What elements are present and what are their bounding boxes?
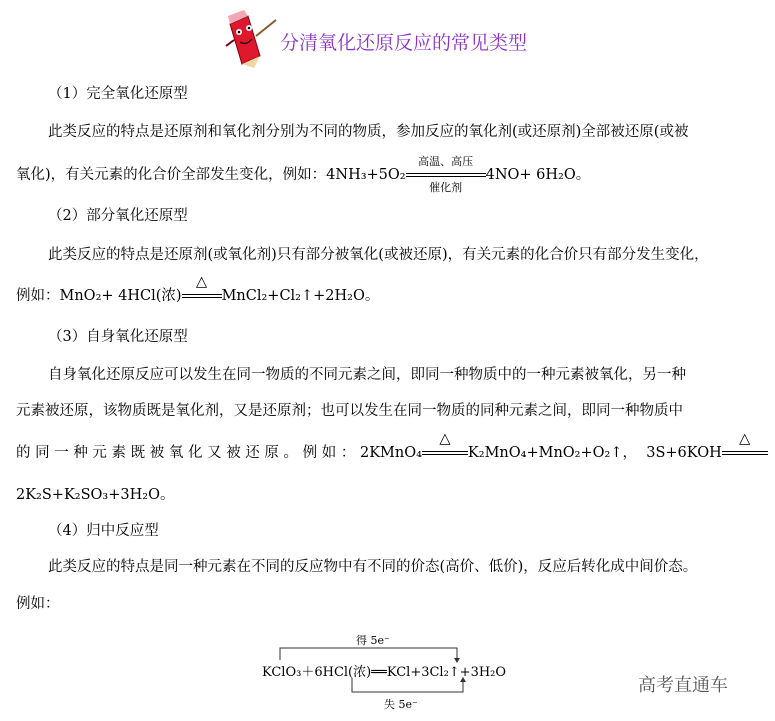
section-1-line-1: 此类反应的特点是还原剂和氧化剂分别为不同的物质，参加反应的氧化剂(或还原剂)全部被还原(或被	[48, 124, 689, 140]
equation-3-right: K₂MnO₄+MnO₂+O₂↑	[467, 445, 623, 461]
section-1-heading: （1）完全氧化还原型	[48, 86, 188, 102]
equation-4-left: 3S+6KOH	[646, 445, 722, 461]
section-3-line-1: 自身氧化还原反应可以发生在同一物质的不同元素之间，即同一种物质中的一种元素被氧化，另一种	[48, 367, 686, 383]
section-1-line-2	[16, 155, 591, 194]
equation-4-arrow	[722, 431, 768, 455]
watermark: 高考直通车	[638, 675, 728, 696]
equation-4-condition: △	[739, 431, 751, 447]
section-4-line-2: 例如：	[16, 596, 60, 612]
section-2-line-2	[16, 274, 380, 306]
equation-1-condition-above: 高温、高压	[418, 155, 474, 168]
section-1-text: 氧化)，有关元素的化合价全部发生变化，例如：	[16, 167, 327, 183]
equation-1-right: 4NO+ 6H₂O。	[485, 167, 591, 183]
section-2-line-1: 此类反应的特点是还原剂(或氧化剂)只有部分被氧化(或被还原)，有关元素的化合价只有部分发生变化，	[48, 247, 709, 263]
comproportionation-equation: KClO₃＋6HCl(浓)══KCl+3Cl₂↑+3H₂O	[262, 665, 507, 680]
section-3-line-3	[16, 431, 768, 463]
equation-3-left: 2KMnO₄	[359, 445, 422, 461]
section-3-text: 的 同 一 种 元 素 既 被 氧 化 又 被 还 原 。 例 如 ：	[16, 445, 356, 461]
page-title: 分清氧化还原反应的常见类型	[280, 32, 528, 54]
equation-3-condition: △	[439, 431, 451, 447]
section-3-line-4: 2K₂S+K₂SO₃+3H₂O。	[16, 487, 175, 503]
section-2-text: 例如：	[16, 288, 60, 304]
equation-2-condition: △	[195, 274, 208, 290]
equation-1-condition-below: 催化剂	[429, 181, 463, 194]
equation-2-right: MnCl₂+Cl₂↑+2H₂O。	[221, 288, 380, 304]
equation-3-arrow	[422, 431, 468, 455]
electron-transfer-diagram	[262, 632, 562, 714]
section-3-heading: （3）自身氧化还原型	[48, 329, 188, 345]
equation-1-left: 4NH₃+5O₂	[326, 167, 406, 183]
section-4-line-1: 此类反应的特点是同一种元素在不同的反应物中有不同的价态(高价、低价)，反应后转化成中间价态。	[48, 559, 698, 575]
gain-electrons-label: 得 5e⁻	[356, 634, 390, 647]
equation-2-left: MnO₂+ 4HCl(浓)	[59, 288, 182, 304]
equation-2-arrow	[182, 274, 222, 298]
pencil-mascot-icon	[222, 10, 278, 70]
equation-separator: ，	[622, 445, 637, 461]
section-3-line-2: 元素被还原，该物质既是氧化剂，又是还原剂；也可以发生在同一物质的同种元素之间，即同一种物质中	[16, 403, 683, 419]
lose-electrons-label: 失 5e⁻	[384, 698, 418, 711]
equation-1-arrow	[406, 155, 486, 194]
section-2-heading: （2）部分氧化还原型	[48, 208, 188, 224]
section-4-heading: （4）归中反应型	[48, 523, 159, 539]
